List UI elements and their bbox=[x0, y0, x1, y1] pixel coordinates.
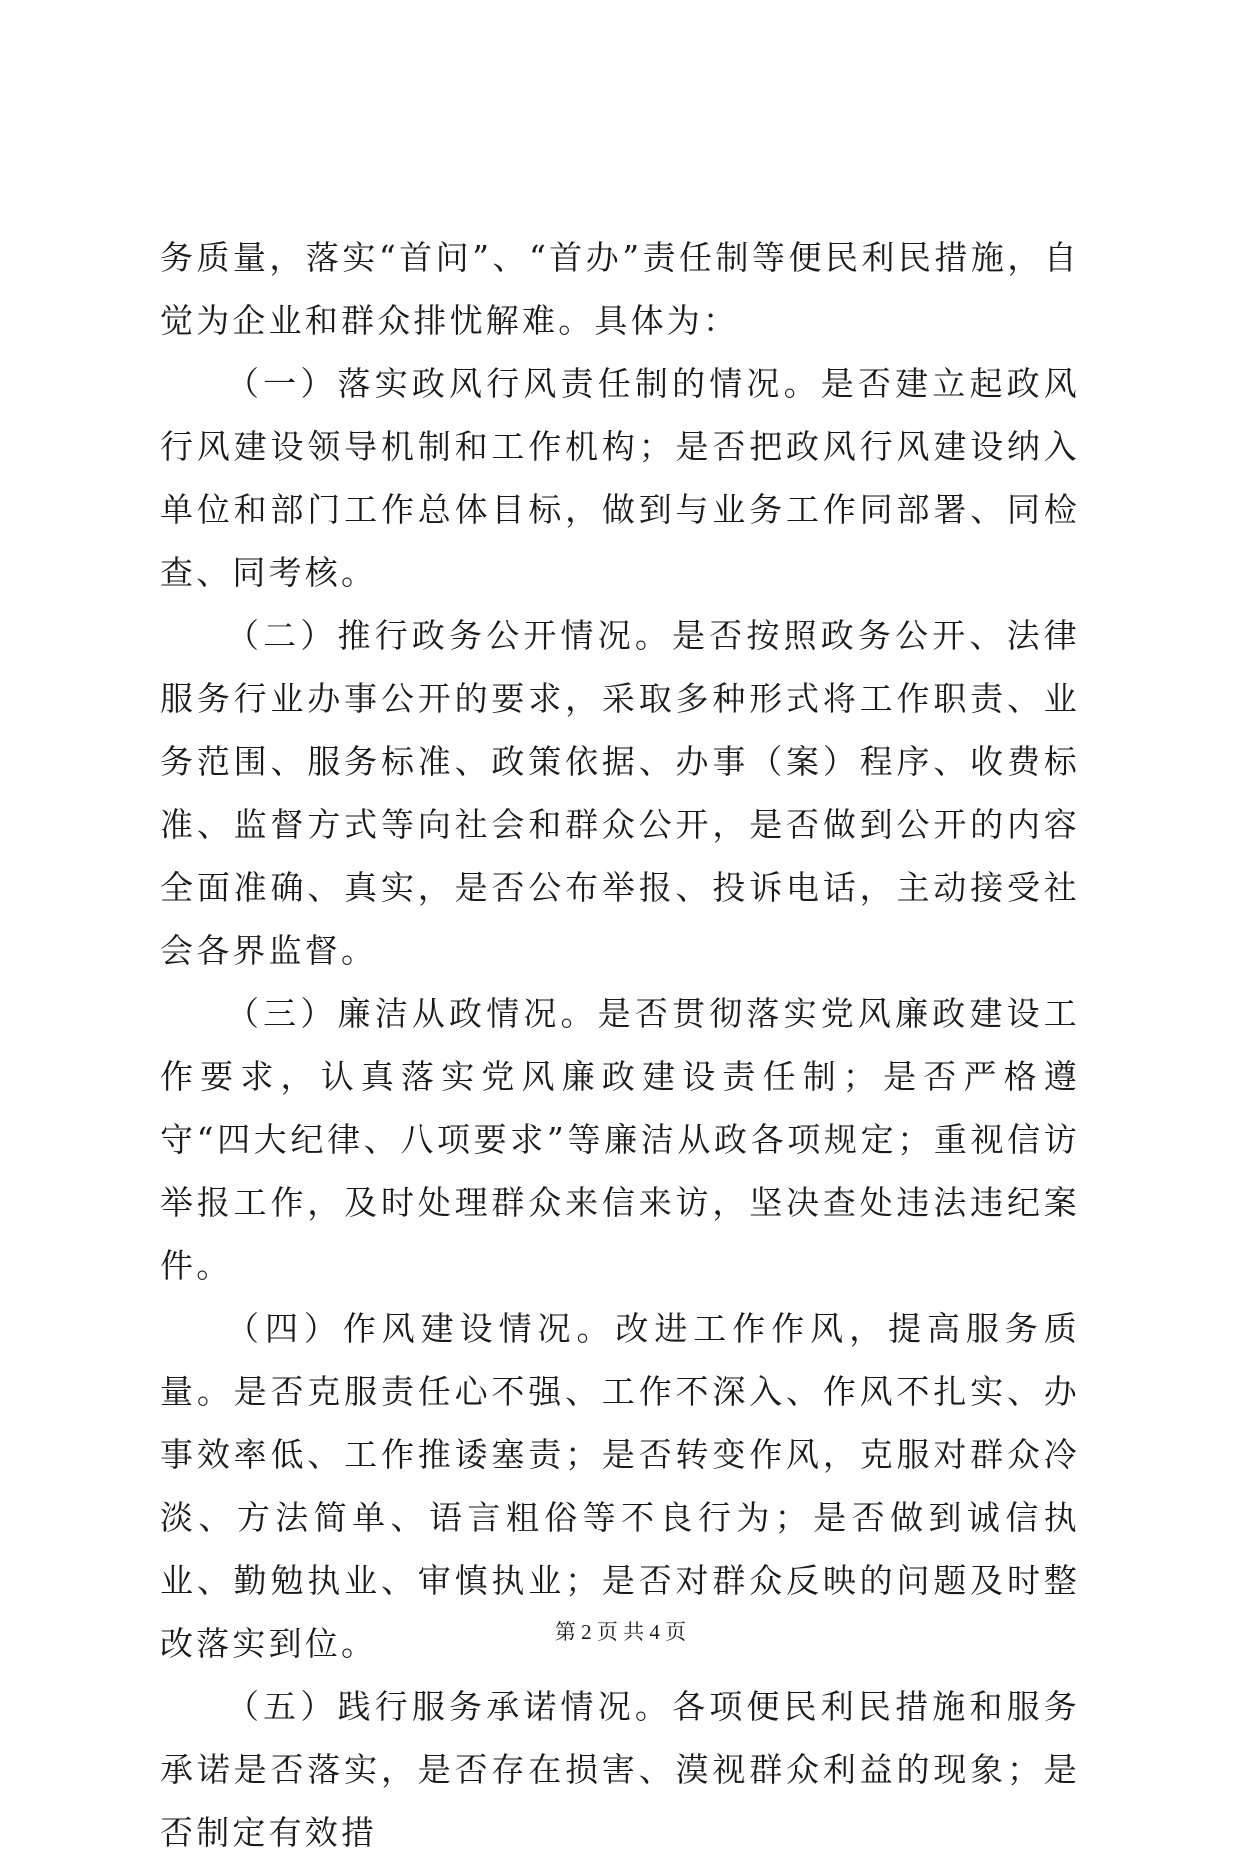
paragraph-continuation: 务质量，落实“首问”、“首办”责任制等便民利民措施，自觉为企业和群众排忧解难。具体为： bbox=[160, 238, 1080, 340]
paragraph-section-4: （四）作风建设情况。改进工作作风，提高服务质量。是否克服责任心不强、工作不深入、作风不扎实、办事效率低、工作推诿塞责；是否转变作风，克服对群众冷淡、方法简单、语言粗俗等不良行为；是否做到诚信执业、勤勉执业、审慎执业；是否对群众反映的问题及时整改落实到位。 bbox=[160, 1309, 1080, 1663]
paragraph-section-5: （五）践行服务承诺情况。各项便民利民措施和服务承诺是否落实，是否存在损害、漠视群众利益的现象；是否制定有效措 bbox=[160, 1687, 1080, 1852]
page-number-footer: 第 2 页 共 4 页 bbox=[554, 1620, 687, 1644]
paragraph-section-3: （三）廉洁从政情况。是否贯彻落实党风廉政建设工作要求，认真落实党风廉政建设责任制；是否严格遵守“四大纪律、八项要求”等廉洁从政各项规定；重视信访举报工作，及时处理群众来信来访，坚决查处违法违纪案件。 bbox=[160, 994, 1080, 1285]
paragraph-section-2: （二）推行政务公开情况。是否按照政务公开、法律服务行业办事公开的要求，采取多种形式将工作职责、业务范围、服务标准、政策依据、办事（案）程序、收费标准、监督方式等向社会和群众公开，是否做到公开的内容全面准确、真实，是否公布举报、投诉电话，主动接受社会各界监督。 bbox=[160, 616, 1080, 970]
paragraph-section-1: （一）落实政风行风责任制的情况。是否建立起政风行风建设领导机制和工作机构；是否把政风行风建设纳入单位和部门工作总体目标，做到与业务工作同部署、同检查、同考核。 bbox=[160, 364, 1080, 592]
